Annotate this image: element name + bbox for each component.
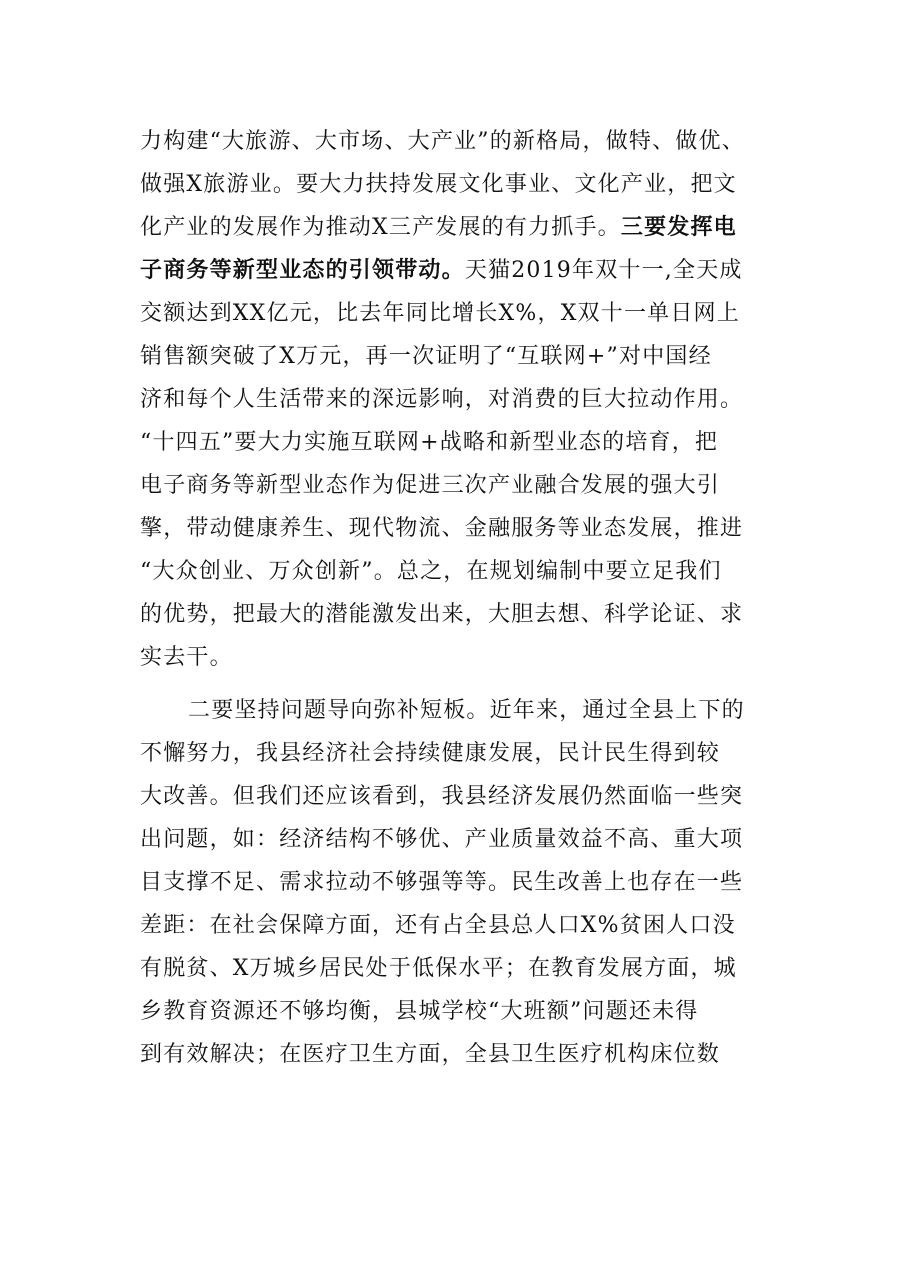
text-line <box>140 507 780 550</box>
text-span: 目支撑不足、需求拉动不够强等等。民生改善上也存在一些 <box>140 870 744 895</box>
text-line <box>140 636 780 679</box>
text-span: 不懈努力，我县经济社会持续健康发展，民计民生得到较 <box>140 741 721 766</box>
text-line <box>140 206 780 249</box>
text-line <box>140 1033 780 1076</box>
text-span: 实去干。 <box>140 645 233 670</box>
text-line <box>140 163 780 206</box>
text-line <box>140 947 780 990</box>
bold-heading-span: 子商务等新型业态的引领带动。 <box>140 258 465 283</box>
text-span: “大众创业、万众创新”。总之，在规划编制中要立足我们 <box>140 559 722 584</box>
text-span: 济和每个人生活带来的深远影响，对消费的巨大拉动作用。 <box>140 387 744 412</box>
text-line <box>140 292 780 335</box>
text-span: 出问题，如：经济结构不够优、产业质量效益不高、重大项 <box>140 827 744 852</box>
text-span: 力构建“大旅游、大市场、大产业”的新格局，做特、做优、 <box>140 129 745 154</box>
text-line <box>140 775 780 818</box>
text-line <box>140 818 780 861</box>
paragraph-2 <box>140 689 780 1076</box>
text-span: 的优势，把最大的潜能激发出来，大胆去想、科学论证、求 <box>140 602 744 627</box>
document-body <box>140 120 780 1076</box>
text-span: 到有效解决；在医疗卫生方面，全县卫生医疗机构床位数 <box>140 1042 721 1067</box>
text-line <box>140 689 780 732</box>
text-span: 近年来，通过全县上下的 <box>489 698 745 723</box>
text-span: 有脱贫、X万城乡居民处于低保水平；在教育发展方面，城 <box>140 956 737 981</box>
text-span: 做强X旅游业。要大力扶持发展文化事业、文化产业，把文 <box>140 172 737 197</box>
text-line <box>140 904 780 947</box>
text-span: “十四五”要大力实施互联网+战略和新型业态的培育，把 <box>140 430 719 455</box>
text-line <box>140 732 780 775</box>
text-line <box>140 249 780 292</box>
text-line <box>140 335 780 378</box>
text-line <box>140 421 780 464</box>
text-span: 擎，带动健康养生、现代物流、金融服务等业态发展，推进 <box>140 516 744 541</box>
text-span: 大改善。但我们还应该看到，我县经济发展仍然面临一些突 <box>140 784 744 809</box>
text-span: 电子商务等新型业态作为促进三次产业融合发展的强大引 <box>140 473 721 498</box>
text-span: 交额达到XX亿元，比去年同比增长X%，X双十一单日网上 <box>140 301 740 326</box>
text-span: 乡教育资源还不够均衡，县城学校“大班额”问题还未得 <box>140 999 699 1024</box>
text-span: 天猫2019年双十一,全天成 <box>464 258 743 283</box>
text-line <box>140 464 780 507</box>
text-line <box>140 861 780 904</box>
paragraph-1 <box>140 120 780 679</box>
text-line <box>140 550 780 593</box>
text-line <box>140 990 780 1033</box>
text-span: 差距：在社会保障方面，还有占全县总人口X%贫困人口没 <box>140 913 736 938</box>
text-line <box>140 378 780 421</box>
text-line <box>140 120 780 163</box>
text-span: 化产业的发展作为推动X三产发展的有力抓手。 <box>140 215 621 240</box>
text-span: 销售额突破了X万元，再一次证明了“互联网+”对中国经 <box>140 344 712 369</box>
section-heading-span: 二要坚持问题导向弥补短板。 <box>188 698 490 723</box>
text-line <box>140 593 780 636</box>
bold-heading-span: 三要发挥电 <box>620 215 737 240</box>
